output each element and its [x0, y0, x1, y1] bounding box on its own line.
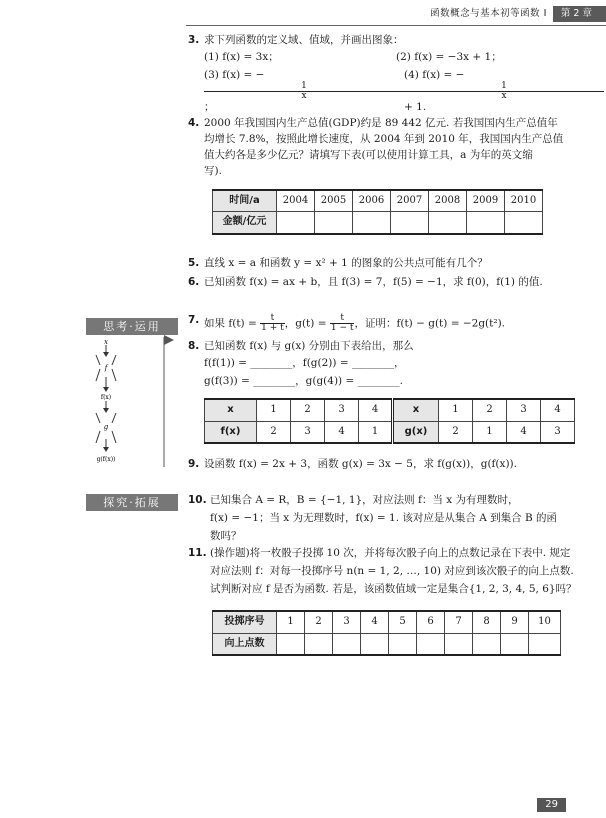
problem-text-line: 数吗？	[210, 530, 242, 543]
roll-cell: 3	[333, 611, 361, 633]
gx-cell: 4	[507, 421, 541, 443]
problem-text-line: 2000 年我国国内生产总值(GDP)约是 89 442 亿元. 若我国国内生产总值年	[204, 117, 558, 129]
empty-cell	[445, 633, 473, 655]
problem-6	[188, 276, 598, 289]
problem-text-line: 值大约各是多少亿元？请填写下表(可以使用计算工具，a 为年的英文缩	[204, 149, 533, 162]
year-cell: 2005	[315, 190, 353, 212]
roll-cell: 8	[473, 611, 501, 633]
problem-5	[188, 257, 588, 270]
diagram-g: g	[103, 423, 109, 431]
problem-number: 3.	[188, 34, 200, 46]
problem-text: 已知函数 f(x) = ax + b，且 f(3) = 7，f(5) = −1，求 f(0)，f(1) 的值.	[204, 276, 543, 288]
year-cell: 2004	[277, 190, 315, 212]
year-cell: 2006	[353, 190, 391, 212]
empty-cell	[417, 633, 445, 655]
empty-cell	[277, 633, 305, 655]
problem-text: 如果 f(t) = $\frac{t}{1 + t}$ ，g(t) = $\frac{t}{1 - t}$ ，证明：f(t) − g(t) = −2g(t²).	[204, 313, 506, 333]
roll-cell: 10	[529, 611, 561, 633]
year-cell: 2009	[467, 190, 505, 212]
empty-cell	[391, 212, 429, 234]
x-cell: 3	[325, 399, 359, 421]
x-cell: 1	[439, 399, 473, 421]
diagram-f: f	[104, 364, 108, 372]
function-table	[204, 398, 575, 444]
part-3: (3) f(x) = − $\frac{1}{x}$ ；	[204, 69, 404, 114]
year-cell: 2010	[505, 190, 543, 212]
table-header-roll: 投掷序号	[213, 611, 277, 633]
page-header	[430, 6, 606, 22]
diagram-x: x	[104, 338, 108, 346]
chapter-badge: 第 2 章	[553, 6, 606, 22]
problem-text: 设函数 f(x) = 2x + 3，函数 g(x) = 3x − 5，求 f(g(x))，g(f(x)).	[204, 458, 517, 470]
problem-3	[188, 34, 588, 115]
problem-text-line: 均增长 7.8%，按照此增长速度，从 2004 年到 2010 年，我国国内生产总值	[204, 133, 564, 146]
empty-cell	[277, 212, 315, 234]
part-2: (2) f(x) = −3x + 1；	[396, 51, 502, 64]
dice-table	[212, 610, 561, 656]
gx-cell: 2	[439, 421, 473, 443]
problem-number: 11.	[188, 547, 207, 559]
problem-text: 直线 x = a 和函数 y = x² + 1 的图象的公共点可能有几个？	[204, 257, 488, 269]
empty-cell	[315, 212, 353, 234]
roll-cell: 2	[305, 611, 333, 633]
table-header-fx: f(x)	[205, 421, 257, 443]
problem-8	[188, 340, 598, 444]
problem-number: 7.	[188, 314, 200, 326]
problem-4	[188, 117, 588, 235]
header-title: 函数概念与基本初等函数 I	[430, 8, 547, 20]
diagram-gfx: g(f(x))	[96, 456, 116, 463]
problem-text-line: 已知集合 A = R，B = {−1, 1}，对应法则 f：当 x 为有理数时，	[210, 494, 519, 506]
gx-cell: 1	[473, 421, 507, 443]
gdp-table	[212, 189, 543, 235]
roll-cell: 7	[445, 611, 473, 633]
problem-number: 6.	[188, 276, 200, 288]
problem-text-line: 对应法则 f：对每一投掷序号 n(n = 1, 2, …, 10) 对应到该次骰子的向上点数.	[210, 565, 574, 578]
problem-number: 5.	[188, 257, 200, 269]
problem-text-line: 试判断对应 f 是否为函数. 若是，该函数值域一定是集合{1, 2, 3, 4, 5, 6}吗？	[210, 583, 577, 596]
empty-cell	[305, 633, 333, 655]
side-label-explore: 探究·拓展	[86, 494, 178, 511]
roll-cell: 9	[501, 611, 529, 633]
x-cell: 1	[257, 399, 291, 421]
gx-cell: 3	[541, 421, 575, 443]
table-header-x: x	[393, 399, 439, 421]
page-number: 29	[537, 798, 566, 813]
empty-cell	[529, 633, 561, 655]
problem-11	[188, 547, 598, 656]
empty-cell	[429, 212, 467, 234]
problem-number: 9.	[188, 458, 200, 470]
blank-line-1: f(f(1)) = ________，f(g(2)) = ________，	[204, 357, 405, 370]
table-header-gx: g(x)	[393, 421, 439, 443]
problem-text: 已知函数 f(x) 与 g(x) 分别由下表给出，那么	[204, 340, 414, 352]
empty-cell	[333, 633, 361, 655]
header-rule	[186, 25, 606, 26]
problem-text: 求下列函数的定义域、值域，并画出图象：	[204, 34, 404, 46]
x-cell: 3	[507, 399, 541, 421]
table-header-points: 向上点数	[213, 633, 277, 655]
empty-cell	[467, 212, 505, 234]
fx-cell: 1	[359, 421, 393, 443]
year-cell: 2008	[429, 190, 467, 212]
x-cell: 4	[541, 399, 575, 421]
roll-cell: 5	[389, 611, 417, 633]
part-4: (4) f(x) = − $\frac{1}{x}$ + 1.	[404, 69, 604, 114]
x-cell: 2	[291, 399, 325, 421]
fx-cell: 2	[257, 421, 291, 443]
problem-text-line: 写).	[204, 165, 222, 178]
fx-cell: 3	[291, 421, 325, 443]
empty-cell	[505, 212, 543, 234]
table-header-amount: 金额/亿元	[213, 212, 277, 234]
problem-number: 4.	[188, 117, 200, 129]
blank-line-2: g(f(3)) = ________，g(g(4)) = ________.	[204, 375, 403, 388]
empty-cell	[361, 633, 389, 655]
problem-9	[188, 458, 598, 471]
diagram-fx: f(x)	[100, 394, 112, 401]
problem-text-line: f(x) = −1；当 x 为无理数时，f(x) = 1. 该对应是从集合 A 到集合 B 的函	[210, 512, 558, 525]
table-header-time: 时间/a	[213, 190, 277, 212]
part-1: (1) f(x) = 3x；	[204, 51, 279, 64]
x-cell: 2	[473, 399, 507, 421]
problem-text-line: (操作题)将一枚骰子投掷 10 次，并将每次骰子向上的点数记录在下表中. 规定	[210, 547, 571, 559]
empty-cell	[389, 633, 417, 655]
problem-number: 10.	[188, 494, 207, 506]
roll-cell: 6	[417, 611, 445, 633]
empty-cell	[353, 212, 391, 234]
problem-10	[188, 494, 598, 543]
problem-number: 8.	[188, 340, 200, 352]
x-cell: 4	[359, 399, 393, 421]
side-label-think: 思考·运用	[86, 318, 178, 335]
fx-cell: 4	[325, 421, 359, 443]
table-header-x: x	[205, 399, 257, 421]
empty-cell	[473, 633, 501, 655]
roll-cell: 1	[277, 611, 305, 633]
composition-diagram	[86, 335, 178, 469]
year-cell: 2007	[391, 190, 429, 212]
empty-cell	[501, 633, 529, 655]
problem-7	[188, 314, 588, 333]
roll-cell: 4	[361, 611, 389, 633]
